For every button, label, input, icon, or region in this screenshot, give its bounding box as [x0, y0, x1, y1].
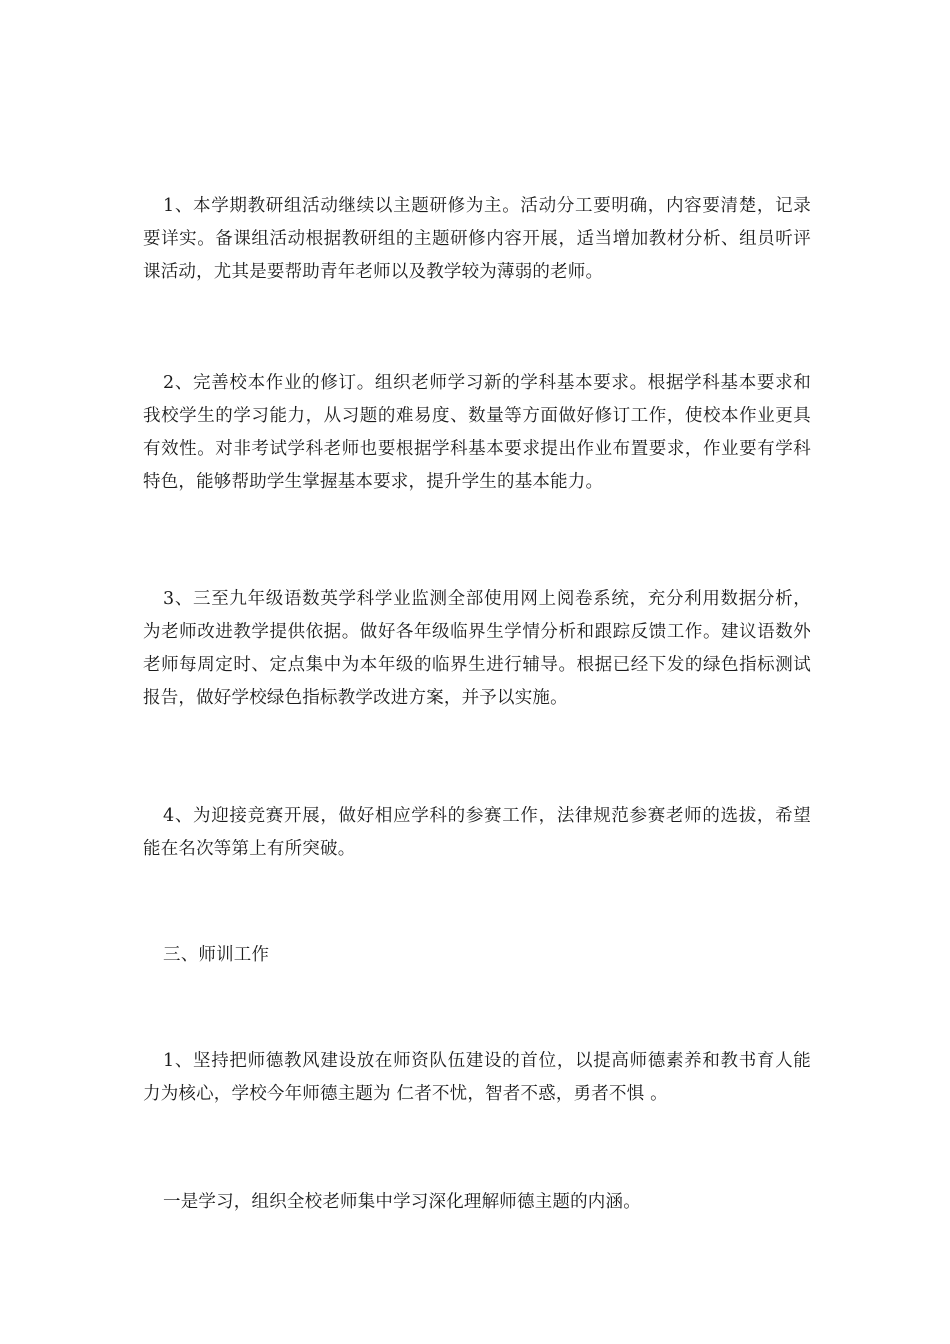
paragraph-3-online-marking: 3、三至九年级语数英学科学业监测全部使用网上阅卷系统，充分利用数据分析，为老师改进教学提供依据。做好各年级临界生学情分析和跟踪反馈工作。建议语数外老师每周定时、定点集中为本年级的临界生进行辅导。根据已经下发的绿色指标测试报告，做好学校绿色指标教学改进方案，并予以实施。: [143, 589, 811, 708]
paragraph-1-teaching-research: 1、本学期教研组活动继续以主题研修为主。活动分工要明确，内容要清楚，记录要详实。备课组活动根据教研组的主题研修内容开展，适当增加教材分析、组员听评课活动，尤其是要帮助青年老师以及教学较为薄弱的老师。: [143, 196, 811, 282]
paragraph-6-study: 一是学习，组织全校老师集中学习深化理解师德主题的内涵。: [163, 1192, 641, 1212]
paragraph-2-homework-revision: 2、完善校本作业的修订。组织老师学习新的学科基本要求。根据学科基本要求和我校学生的学习能力，从习题的难易度、数量等方面做好修订工作，使校本作业更具有效性。对非考试学科老师也要根据学科基本要求提出作业布置要求，作业要有学科特色，能够帮助学生掌握基本要求，提升学生的基本能力。: [143, 373, 811, 492]
section-heading-teacher-training: 三、师训工作: [163, 945, 270, 965]
paragraph-4-competition: 4、为迎接竞赛开展，做好相应学科的参赛工作，法律规范参赛老师的选拔，希望能在名次等第上有所突破。: [143, 806, 811, 859]
paragraph-5-teacher-ethics: 1、坚持把师德教风建设放在师资队伍建设的首位，以提高师德素养和教书育人能力为核心，学校今年师德主题为 仁者不忧，智者不惑，勇者不惧 。: [143, 1051, 811, 1104]
